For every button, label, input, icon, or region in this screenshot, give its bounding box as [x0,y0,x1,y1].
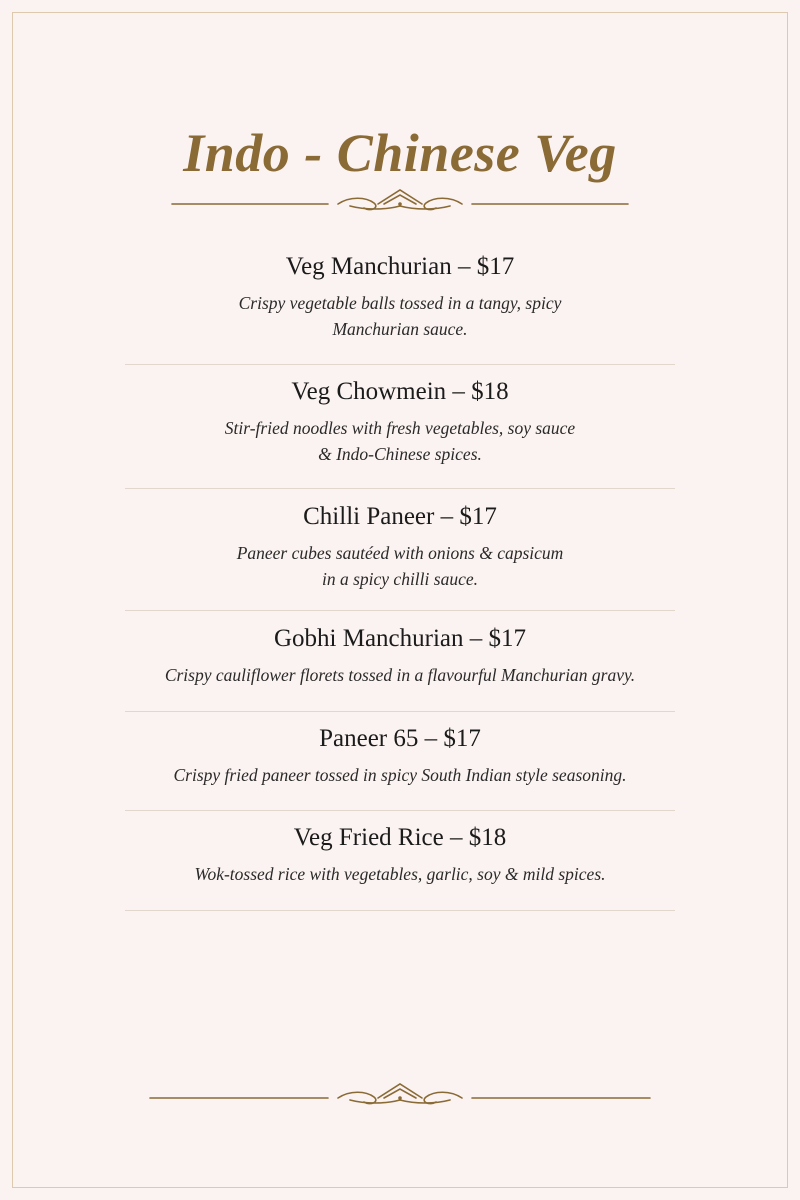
menu-title: Indo - Chinese Veg [183,123,617,183]
bottom-ornament-divider-icon [0,1078,800,1118]
menu-item-title: Veg Fried Rice – $18 [293,824,507,851]
menu-item-description: Stir-fried noodles with fresh vegetables, soy sauce & Indo-Chinese spices. [224,418,576,464]
item-divider [125,910,675,911]
menu-item-name: Veg Chowmein [291,378,447,405]
menu-item-description: Crispy fried paneer tossed in spicy South Indian style seasoning. [173,765,627,785]
top-ornament-divider-icon [0,184,800,224]
menu-item-price: $17 [488,625,527,652]
item-divider [125,488,675,489]
item-divider [125,610,675,611]
menu-item [0,823,800,887]
menu-item-title: Chilli Paneer – $17 [303,503,497,530]
menu-item [0,624,800,688]
menu-item [0,377,800,467]
menu-item-title: Paneer 65 – $17 [319,725,481,752]
menu-item [0,724,800,788]
menu-item-price: $17 [476,253,515,280]
menu-item-description: Wok-tossed rice with vegetables, garlic, soy & mild spices. [194,864,606,884]
menu-item-name: Chilli Paneer [303,503,435,530]
menu-item-price: $18 [471,378,509,405]
item-divider [125,711,675,712]
menu-item-price: $17 [443,725,481,752]
menu-item-description: Crispy vegetable balls tossed in a tangy, spicy Manchurian sauce. [238,293,562,339]
menu-item-name: Paneer 65 [319,725,419,752]
menu-item-title: Veg Manchurian – $17 [285,253,515,280]
menu-item-description: Crispy cauliflower florets tossed in a flavourful Manchurian gravy. [164,665,636,685]
menu-item [0,502,800,592]
item-divider [125,364,675,365]
menu-item [0,252,800,342]
menu-item-name: Veg Fried Rice [293,824,444,851]
menu-item-name: Veg Manchurian [285,253,452,280]
menu-item-price: $18 [468,824,507,851]
menu-item-title: Gobhi Manchurian – $17 [273,625,527,652]
menu-item-description: Paneer cubes sautéed with onions & capsicum in a spicy chilli sauce. [236,543,564,589]
menu-item-title: Veg Chowmein – $18 [291,378,509,405]
menu-item-price: $17 [459,503,497,530]
item-divider [125,810,675,811]
menu-item-name: Gobhi Manchurian [273,625,464,652]
